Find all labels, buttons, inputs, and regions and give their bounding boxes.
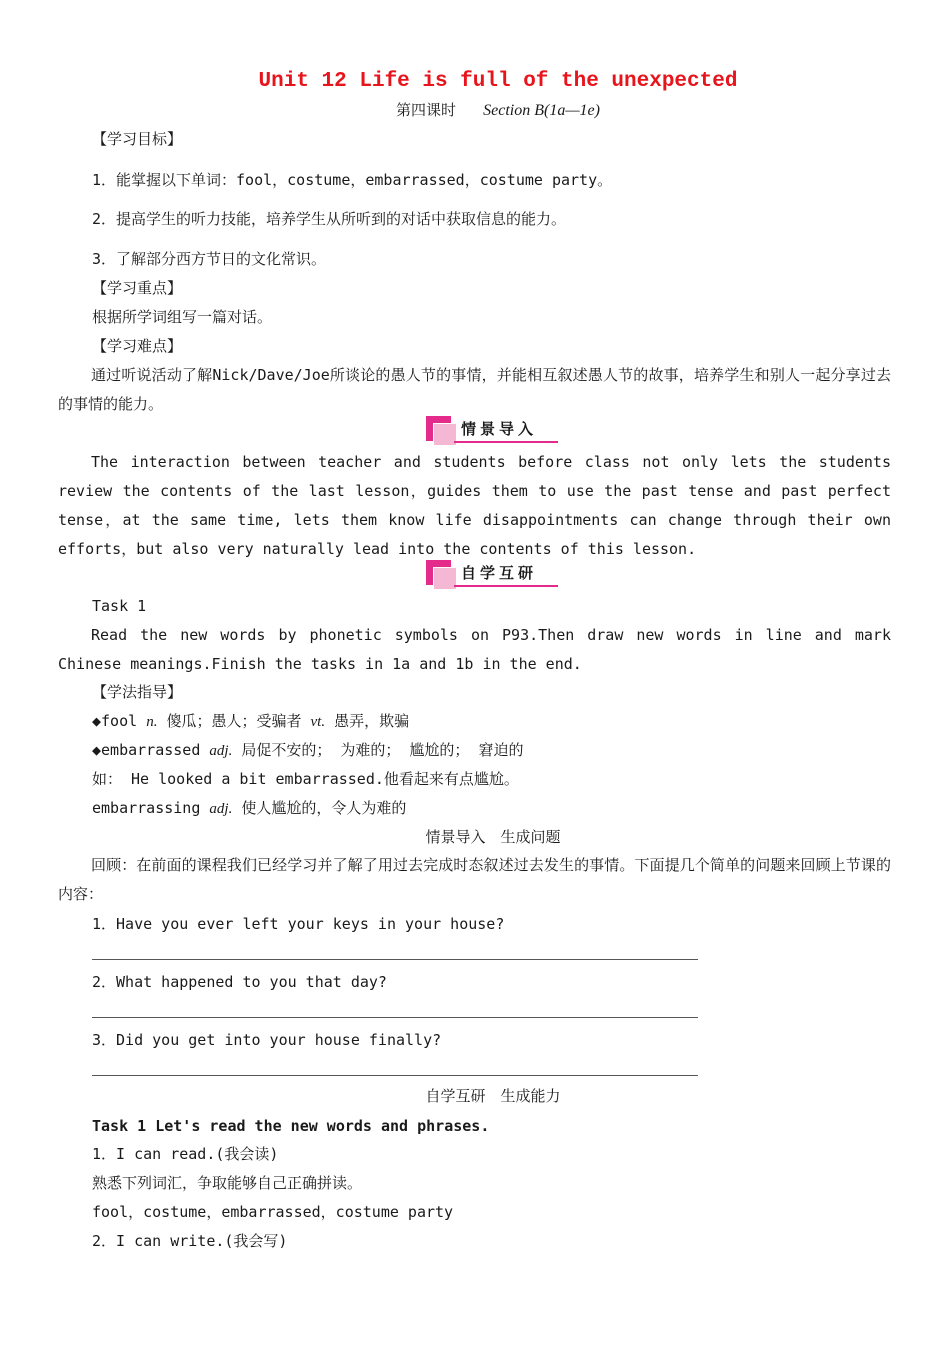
word-list: fool，costume，embarrassed，costume party bbox=[92, 1203, 454, 1221]
task-title: Task 1 Let's read the new words and phrases. bbox=[92, 1117, 490, 1135]
lesson-subtitle bbox=[0, 99, 950, 122]
vocab-word: ◆fool bbox=[92, 712, 147, 730]
question-item: 2．What happened to you that day? bbox=[92, 973, 387, 991]
vocab-entry-embarrassed bbox=[92, 739, 523, 762]
part-of-speech: adj. bbox=[209, 801, 233, 817]
vocab-entry-fool bbox=[92, 710, 409, 733]
objectives-heading: 【学习目标】 bbox=[92, 130, 183, 148]
intro-badge bbox=[426, 416, 562, 446]
badge-underline bbox=[454, 441, 558, 443]
answer-line[interactable] bbox=[92, 1075, 698, 1076]
badge-label: 情景导入 bbox=[461, 420, 538, 438]
focus-text: 根据所学词组写一篇对话。 bbox=[92, 308, 273, 326]
part-of-speech: adj. bbox=[209, 743, 233, 759]
objective-item: 2．提高学生的听力技能，培养学生从所听到的对话中获取信息的能力。 bbox=[92, 210, 567, 228]
page-title: Unit 12 Life is full of the unexpected bbox=[258, 70, 738, 93]
lesson-number: 第四课时 bbox=[396, 101, 457, 119]
section-label: Section B bbox=[483, 102, 544, 119]
vocab-meaning: 局促不安的； 为难的； 尴尬的； 窘迫的 bbox=[232, 741, 524, 759]
write-label: 2．I can write.(我会写) bbox=[92, 1232, 288, 1250]
question-item: 1．Have you ever left your keys in your house? bbox=[92, 915, 505, 933]
focus-heading: 【学习重点】 bbox=[92, 279, 183, 297]
answer-line[interactable] bbox=[92, 959, 698, 960]
guide-heading: 【学法指导】 bbox=[92, 683, 183, 701]
badge-underline bbox=[454, 585, 558, 587]
vocab-word: embarrassing bbox=[92, 799, 210, 817]
vocab-meaning: 愚弄，欺骗 bbox=[325, 712, 410, 730]
objective-item: 1．能掌握以下单词：fool，costume，embarrassed，costume party。 bbox=[92, 171, 613, 189]
badge-label: 自学互研 bbox=[461, 564, 538, 582]
task-label: Task 1 bbox=[92, 597, 147, 615]
difficulty-heading: 【学习难点】 bbox=[92, 337, 183, 355]
read-instruction: 熟悉下列词汇，争取能够自己正确拼读。 bbox=[92, 1174, 363, 1192]
read-label: 1．I can read.(我会读) bbox=[92, 1145, 279, 1163]
difficulty-text: 通过听说活动了解Nick/Dave/Joe所谈论的愚人节的事情，并能相互叙述愚人节的故事，培养学生和别人一起分享过去的事情的能力。 bbox=[58, 366, 891, 413]
task-text: Read the new words by phonetic symbols on P93.Then draw new words in line and mark Chinese meanings.Finish the tasks in 1a and 1b in the end. bbox=[58, 626, 891, 673]
vocab-word: ◆embarrassed bbox=[92, 741, 210, 759]
vocab-meaning: 使人尴尬的，令人为难的 bbox=[232, 799, 407, 817]
section-heading: 情景导入 生成问题 bbox=[425, 828, 561, 846]
part-of-speech: n. bbox=[146, 714, 158, 730]
question-item: 3．Did you get into your house finally? bbox=[92, 1031, 442, 1049]
review-paragraph: 回顾：在前面的课程我们已经学习并了解了用过去完成时态叙述过去发生的事情。下面提几个简单的问题来回顾上节课的内容： bbox=[58, 856, 891, 903]
example-sentence: 如： He looked a bit embarrassed.他看起来有点尴尬。 bbox=[92, 770, 519, 788]
vocab-entry-embarrassing bbox=[92, 797, 406, 820]
answer-line[interactable] bbox=[92, 1017, 698, 1018]
self-study-badge bbox=[426, 560, 562, 590]
part-of-speech: vt. bbox=[310, 714, 326, 730]
intro-paragraph: The interaction between teacher and students before class not only lets the students review the contents of the last lesson，guides them to use the past tense and past perfect tense，at the same time, lets them know life disappointments can change through their own efforts，but also very naturally lead into the contents of this lesson. bbox=[58, 453, 891, 558]
section-heading: 自学互研 生成能力 bbox=[425, 1087, 561, 1105]
objective-item: 3．了解部分西方节日的文化常识。 bbox=[92, 250, 327, 268]
vocab-meaning: 傻瓜；愚人；受骗者 bbox=[157, 712, 311, 730]
section-range: (1a—1e) bbox=[544, 102, 600, 119]
